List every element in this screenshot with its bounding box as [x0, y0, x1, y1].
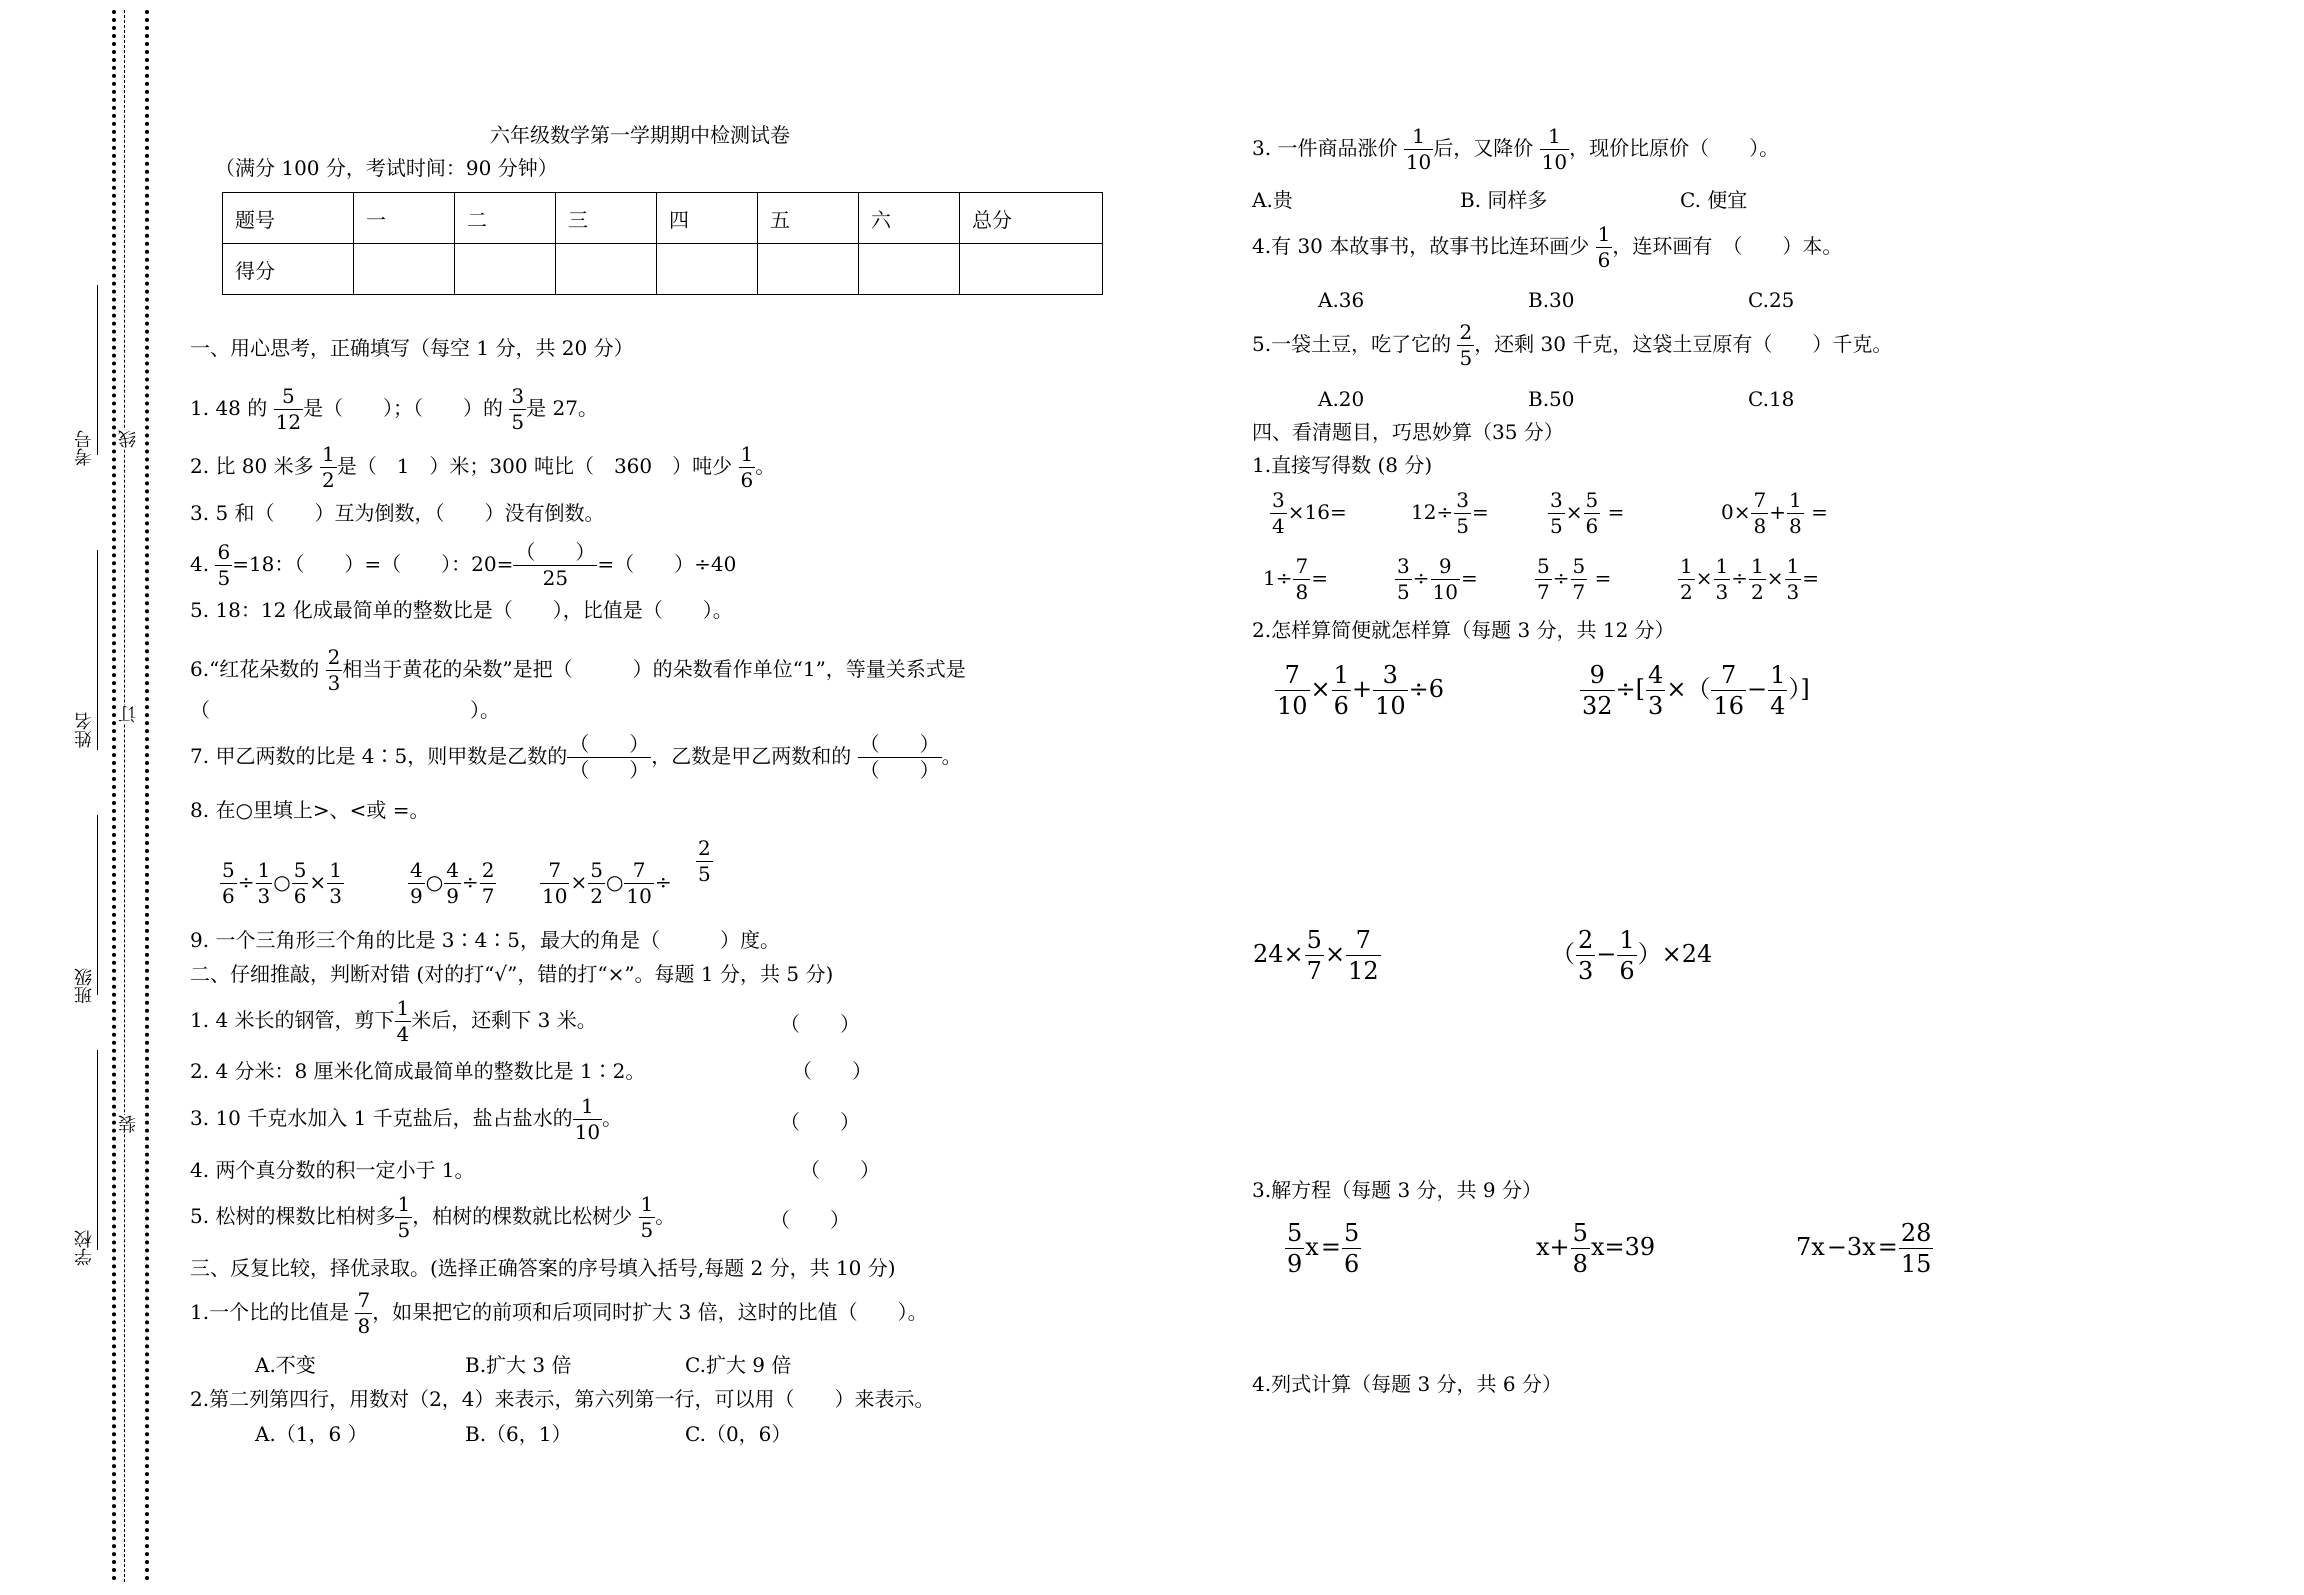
- fraction: $\frac{1}{5}$: [640, 1192, 654, 1242]
- math-text: x+: [1536, 1233, 1570, 1261]
- option-b[interactable]: B.30: [1528, 288, 1575, 312]
- fraction: $\frac{5}{12}$: [275, 384, 302, 434]
- fraction: $\frac{5}{2}$: [590, 858, 603, 908]
- math-text: +: [1769, 500, 1786, 524]
- fraction: $\frac{1}{3}$: [1786, 554, 1800, 604]
- fraction: $\frac{1}{6}$: [1597, 222, 1611, 272]
- question-text: 1. 48 的: [190, 396, 268, 420]
- section2-heading: 二、仔细推敲，判断对错 (对的打“√”，错的打“×”。每题 1 分，共 5 分): [190, 962, 834, 986]
- score-table: [222, 192, 1103, 295]
- fraction: $\frac{1}{2}$: [1680, 554, 1693, 604]
- s4-part2-title: 2.怎样算简便就怎样算（每题 3 分，共 12 分）: [1252, 618, 1675, 642]
- fraction: $\frac{1}{10}$: [1541, 124, 1568, 174]
- fraction: $\frac{3}{5}$: [1397, 554, 1410, 604]
- question-text: 是 27。: [526, 396, 598, 420]
- score-input-cell[interactable]: [657, 244, 758, 295]
- fraction: $\frac{3}{10}$: [1375, 661, 1406, 720]
- fraction: $\frac{5}{9}$: [1287, 1219, 1303, 1278]
- exam-number-label: 考号: [74, 430, 95, 466]
- math-text: =: [1311, 566, 1328, 590]
- judge-answer-blank[interactable]: （ ）: [800, 1158, 880, 1182]
- score-input-cell[interactable]: [758, 244, 859, 295]
- option-c[interactable]: C. 便宜: [1680, 188, 1748, 212]
- fraction: $\frac{3}{5}$: [1456, 488, 1469, 538]
- math-text: =: [1877, 1233, 1898, 1261]
- equation: [1535, 1218, 1656, 1279]
- fraction: $\frac{1}{3}$: [329, 858, 342, 908]
- math-text: +: [1351, 675, 1373, 703]
- simplify-expression: [1580, 660, 1811, 721]
- fraction: $\frac{4}{9}$: [446, 858, 459, 908]
- compare-expression: [220, 858, 344, 909]
- option-c[interactable]: C.（0，6）: [685, 1422, 792, 1446]
- fraction: $\frac{1}{10}$: [574, 1094, 601, 1144]
- fraction: $\frac{1}{6}$: [1619, 926, 1635, 985]
- fraction: $\frac{1}{6}$: [1333, 661, 1349, 720]
- section4-heading: 四、看清题目，巧思妙算（35 分）: [1252, 420, 1564, 444]
- table-row: [223, 193, 1103, 244]
- math-text: =: [1471, 500, 1489, 524]
- fraction: $\frac{7}{8}$: [1295, 554, 1309, 604]
- s1-question-6: 6.“红花朵数的 $\frac{2}{3}$ 相当于黄花的朵数”是把（ ）的朵数看作单位“1”，等量关系式是: [190, 645, 966, 695]
- table-cell: 三: [556, 193, 657, 244]
- s3-question-3: 3. 一件商品涨价 $\frac{1}{10}$ 后，又降价 $\frac{1}{10}$ ，现价比原价（ ）。: [1252, 124, 1780, 174]
- fraction: $\frac{7}{10}$: [542, 858, 568, 908]
- s3-question-2: 2.第二列第四行，用数对（2，4）来表示，第六列第一行，可以用（ ）来表示。: [190, 1387, 935, 1411]
- fraction: $\frac{5}{7}$: [1306, 926, 1322, 985]
- table-row: [223, 244, 1103, 295]
- fraction: $\frac{5}{8}$: [1572, 1219, 1588, 1278]
- binding-staple-label: 订: [118, 705, 139, 723]
- oral-calc-item: [1262, 554, 1329, 605]
- s1-question-9: 9. 一个三角形三个角的比是 3∶4∶5，最大的角是（ ）度。: [190, 928, 780, 952]
- math-text: ÷: [461, 870, 479, 894]
- fraction: $\frac{3}{4}$: [1272, 488, 1285, 538]
- s1-question-4: 4. $\frac{6}{5}$ =18：（ ）=（ ）：20= （ ） 25 =（ ）÷40: [190, 540, 737, 590]
- fraction: $\frac{1}{3}$: [257, 858, 271, 908]
- math-text: ）×24: [1637, 940, 1713, 968]
- math-text: 12÷: [1411, 500, 1454, 524]
- school-label: 学校: [74, 1230, 95, 1266]
- fraction: $\frac{5}{6}$: [222, 858, 235, 908]
- fraction: $\frac{2}{5}$: [1459, 320, 1473, 370]
- math-text: ÷: [654, 870, 672, 894]
- oral-calc-item: [1548, 488, 1625, 539]
- math-text: ○: [605, 870, 624, 894]
- option-c[interactable]: C.扩大 9 倍: [685, 1353, 792, 1377]
- s2-question-5: 5. 松树的棵数比柏树多 $\frac{1}{5}$ ，柏树的棵数就比松树少 $\frac{1}{5}$ 。: [190, 1192, 676, 1242]
- math-text: −: [1746, 675, 1768, 703]
- fraction: $\frac{5}{6}$: [293, 858, 307, 908]
- fraction: $\frac{3}{5}$: [511, 384, 525, 434]
- fraction: $\frac{4}{9}$: [410, 858, 423, 908]
- table-cell: 五: [758, 193, 859, 244]
- simplify-expression: [1252, 925, 1381, 986]
- binding-bind-label: 装: [118, 1115, 139, 1133]
- math-text: ÷: [1412, 566, 1430, 590]
- fraction: $\frac{3}{5}$: [1550, 488, 1563, 538]
- option-a[interactable]: A.36: [1318, 288, 1365, 312]
- math-text: ○: [273, 870, 291, 894]
- judge-answer-blank[interactable]: （ ）: [770, 1208, 850, 1232]
- fraction: $\frac{7}{10}$: [1277, 661, 1308, 720]
- s4-part4-title: 4.列式计算（每题 3 分，共 6 分）: [1252, 1372, 1562, 1396]
- math-text: ÷6: [1408, 675, 1444, 703]
- s3-question-5: 5.一袋土豆，吃了它的 $\frac{2}{5}$ ，还剩 30 千克，这袋土豆原有（ ）千克。: [1252, 320, 1893, 370]
- judge-answer-blank[interactable]: （ ）: [780, 1110, 860, 1134]
- fraction: $\frac{28}{15}$: [1900, 1219, 1932, 1278]
- fraction: $\frac{5}{6}$: [1585, 488, 1599, 538]
- compare-expression: [540, 858, 673, 909]
- math-text: =: [1601, 500, 1625, 524]
- simplify-expression: [1275, 660, 1445, 721]
- math-text: ×: [1324, 940, 1346, 968]
- math-text: ×: [1310, 675, 1331, 703]
- table-cell: 二: [455, 193, 556, 244]
- name-label: 姓名: [74, 712, 95, 748]
- math-text: x=39: [1590, 1233, 1656, 1261]
- math-text: =: [1804, 500, 1828, 524]
- fraction: $\frac{5}{7}$: [1537, 554, 1550, 604]
- fraction: $\frac{7}{16}$: [1713, 661, 1744, 720]
- s1-question-3: 3. 5 和（ ）互为倒数，（ ）没有倒数。: [190, 501, 605, 525]
- math-text: ÷[: [1615, 675, 1646, 703]
- fraction: $\frac{1}{4}$: [396, 996, 410, 1046]
- oral-calc-item: [1678, 554, 1820, 605]
- math-text: 0×: [1721, 500, 1751, 524]
- math-text: 24×: [1253, 940, 1304, 968]
- s4-part3-title: 3.解方程（每题 3 分，共 9 分）: [1252, 1178, 1542, 1202]
- fraction: $\frac{1}{5}$: [397, 1192, 411, 1242]
- math-text: x: [1305, 1233, 1319, 1261]
- math-text: ×16=: [1287, 500, 1347, 524]
- score-input-cell[interactable]: [354, 244, 455, 295]
- s1-question-7: 7. 甲乙两数的比是 4∶5，则甲数是乙数的 （ ） （ ） ，乙数是甲乙两数和的 （ ） （ ） 。: [190, 732, 962, 782]
- equation: [1795, 1218, 1933, 1279]
- score-input-cell[interactable]: [859, 244, 960, 295]
- table-cell: 总分: [960, 193, 1103, 244]
- s1-question-1: [190, 384, 598, 435]
- s1-question-5: 5. 18：12 化成最简单的整数比是（ ），比值是（ ）。: [190, 598, 733, 622]
- s3-question-4: 4.有 30 本故事书，故事书比连环画少 $\frac{1}{6}$ ，连环画有 （ ）本。: [1252, 222, 1843, 272]
- math-text: ×（: [1666, 675, 1711, 703]
- fraction: $\frac{1}{4}$: [1770, 661, 1786, 720]
- option-b[interactable]: B.50: [1528, 387, 1575, 411]
- s2-question-2: 2. 4 分米：8 厘米化简成最简单的整数比是 1∶2。: [190, 1059, 646, 1083]
- fraction: $\frac{1}{10}$: [1405, 124, 1432, 174]
- option-c[interactable]: C.18: [1748, 387, 1795, 411]
- math-text: ×: [309, 870, 327, 894]
- s2-question-4: 4. 两个真分数的积一定小于 1。: [190, 1158, 475, 1182]
- math-text: 1÷: [1263, 566, 1293, 590]
- blank-fraction[interactable]: （ ） （ ）: [859, 732, 940, 782]
- question-text: 是（ ）；（ ）的: [303, 396, 504, 420]
- table-cell: 一: [354, 193, 455, 244]
- fraction: $\frac{5}{6}$: [1343, 1219, 1360, 1278]
- s2-question-1: 1. 4 米长的钢管，剪下 $\frac{1}{4}$ 米后，还剩下 3 米。: [190, 996, 597, 1046]
- fraction: $\frac{2}{3}$: [1578, 926, 1594, 985]
- fraction: $\frac{6}{5}$: [217, 540, 231, 590]
- math-text: （: [1551, 940, 1575, 968]
- binding-line-label: 线: [118, 430, 139, 448]
- exam-subtitle: （满分 100 分，考试时间：90 分钟）: [215, 156, 558, 180]
- blank-fraction[interactable]: （ ） 25: [515, 540, 596, 590]
- fraction: $\frac{1}{2}$: [1751, 554, 1764, 604]
- score-input-cell[interactable]: [960, 244, 1103, 295]
- math-text: ÷: [237, 870, 255, 894]
- exam-title: 六年级数学第一学期期中检测试卷: [490, 123, 790, 147]
- compare-expression: [408, 858, 496, 909]
- fraction: $\frac{1}{8}$: [1788, 488, 1802, 538]
- math-text: ×: [1565, 500, 1583, 524]
- score-input-cell[interactable]: [455, 244, 556, 295]
- option-b[interactable]: B.（6，1）: [465, 1422, 572, 1446]
- oral-calc-item: [1720, 488, 1829, 539]
- compare-expression: [696, 836, 713, 887]
- fraction: $\frac{2}{7}$: [481, 858, 495, 908]
- fraction: $\frac{2}{3}$: [327, 645, 341, 695]
- math-text: ○: [425, 870, 444, 894]
- class-label: 班级: [74, 968, 95, 1004]
- oral-calc-item: [1395, 554, 1479, 605]
- fraction: $\frac{7}{8}$: [1753, 488, 1767, 538]
- oral-calc-item: [1270, 488, 1348, 539]
- math-text: 7x: [1796, 1233, 1825, 1261]
- s2-question-3: 3. 10 千克水加入 1 千克盐后，盐占盐水的 $\frac{1}{10}$ 。: [190, 1094, 623, 1144]
- fraction: $\frac{9}{32}$: [1582, 661, 1613, 720]
- score-input-cell[interactable]: [556, 244, 657, 295]
- oral-calc-item: [1410, 488, 1490, 539]
- option-a[interactable]: A.（1，6 ）: [255, 1422, 368, 1446]
- fraction: $\frac{1}{6}$: [740, 442, 754, 492]
- option-a[interactable]: A.不变: [255, 1353, 316, 1377]
- fraction: $\frac{9}{10}$: [1432, 554, 1458, 604]
- fraction: $\frac{2}{5}$: [698, 836, 711, 886]
- table-cell: 四: [657, 193, 758, 244]
- math-text: =: [1460, 566, 1478, 590]
- section1-heading: 一、用心思考，正确填写（每空 1 分，共 20 分）: [190, 336, 634, 360]
- s1-question-2: 2. 比 80 米多 $\frac{1}{2}$ 是（ 1 ）米；300 吨比（ 360 ）吨少 $\frac{1}{6}$ 。: [190, 442, 776, 492]
- math-text: =: [1320, 1233, 1341, 1261]
- s1-question-8: 8. 在○里填上>、<或 =。: [190, 798, 430, 822]
- blank-fraction[interactable]: （ ） （ ）: [569, 732, 650, 782]
- s4-part1-title: 1.直接写得数 (8 分): [1252, 453, 1433, 477]
- equation: [1285, 1218, 1361, 1279]
- judge-answer-blank[interactable]: （ ）: [780, 1012, 860, 1036]
- option-b[interactable]: B. 同样多: [1460, 188, 1548, 212]
- math-text: −: [1596, 940, 1617, 968]
- math-text: ×: [1766, 566, 1784, 590]
- option-a[interactable]: A.贵: [1252, 188, 1293, 212]
- fraction: $\frac{1}{3}$: [1715, 554, 1729, 604]
- fraction: $\frac{7}{12}$: [1348, 926, 1379, 985]
- option-a[interactable]: A.20: [1318, 387, 1365, 411]
- s3-question-1: 1.一个比的比值是 $\frac{7}{8}$ ，如果把它的前项和后项同时扩大 3 倍，这时的比值（ ）。: [190, 1288, 928, 1338]
- math-text: ×: [570, 870, 588, 894]
- math-text: ÷: [1731, 566, 1748, 590]
- simplify-expression: [1550, 925, 1713, 986]
- table-cell: 得分: [223, 244, 354, 295]
- oral-calc-item: [1535, 554, 1612, 605]
- math-text: ×: [1695, 566, 1713, 590]
- math-text: ）]: [1788, 675, 1810, 703]
- math-text: −3x: [1826, 1233, 1876, 1261]
- option-b[interactable]: B.扩大 3 倍: [465, 1353, 572, 1377]
- math-text: ÷: [1552, 566, 1570, 590]
- section3-heading: 三、反复比较，择优录取。(选择正确答案的序号填入括号,每题 2 分，共 10 分): [190, 1256, 896, 1280]
- fraction: $\frac{4}{3}$: [1648, 661, 1664, 720]
- fraction: $\frac{7}{8}$: [357, 1288, 371, 1338]
- fraction: $\frac{5}{7}$: [1572, 554, 1586, 604]
- s1-question-6-line2: （ ）。: [190, 698, 500, 722]
- table-cell: 六: [859, 193, 960, 244]
- table-cell: 题号: [223, 193, 354, 244]
- math-text: =: [1802, 566, 1819, 590]
- judge-answer-blank[interactable]: （ ）: [792, 1059, 872, 1083]
- option-c[interactable]: C.25: [1748, 288, 1795, 312]
- math-text: =: [1588, 566, 1612, 590]
- fraction: $\frac{1}{2}$: [321, 442, 335, 492]
- fraction: $\frac{7}{10}$: [626, 858, 652, 908]
